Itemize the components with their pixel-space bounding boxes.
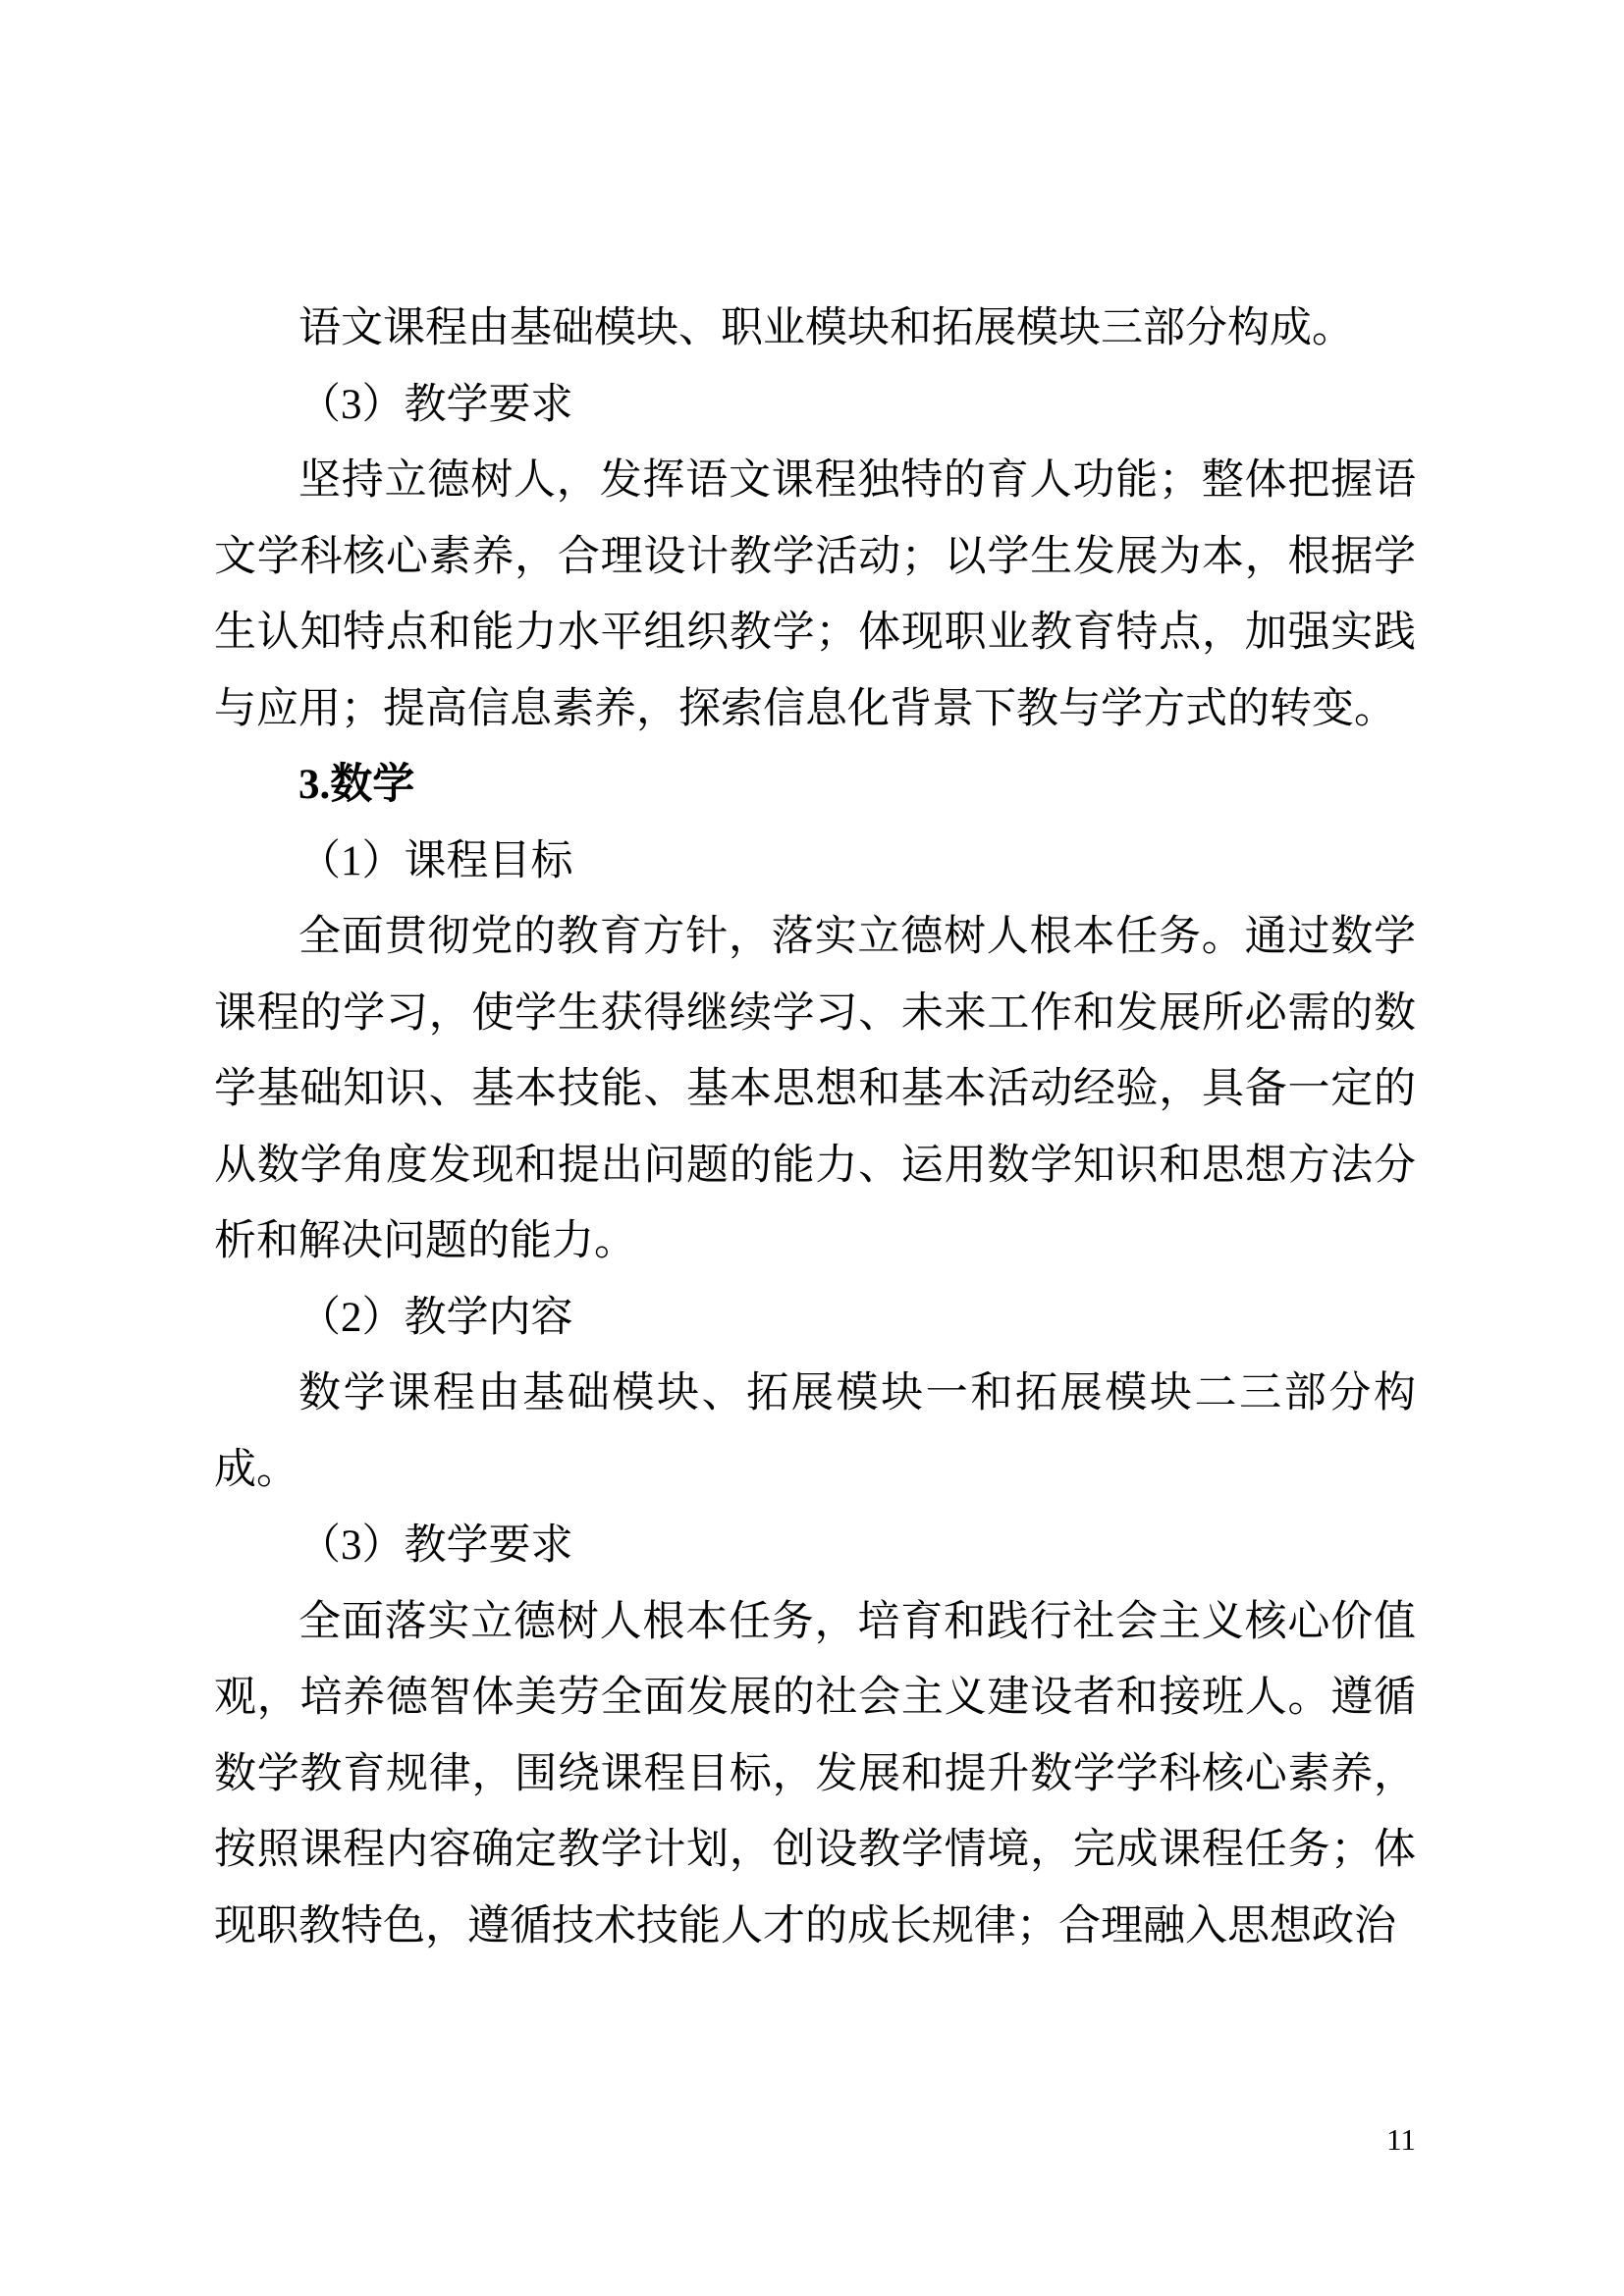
paragraph-yuwen-course-content: 语文课程由基础模块、职业模块和拓展模块三部分构成。	[298, 305, 1354, 351]
paragraph-math-course-objectives: 全面贯彻党的教育方针，落实立德树人根本任务。通过数学课程的学习，使学生获得继续学习、未来工作和发展所必需的数学基础知识、基本技能、基本思想和基本活动经验，具备一定的从数学角度发现和提出问题的能力、运用数学知识和思想方法分析和解决问题的能力。	[214, 914, 1416, 1264]
page-number: 11	[1386, 2122, 1416, 2157]
heading-math-section: 3.数学	[298, 762, 415, 808]
paragraph-math-teaching-requirements: 全面落实立德树人根本任务，培育和践行社会主义核心价值观，培养德智体美劳全面发展的社会主义建设者和接班人。遵循数学教育规律，围绕课程目标，发展和提升数学学科核心素养，按照课程内容确定教学计划，创设教学情境，完成课程任务；体现职教特色，遵循技术技能人才的成长规律；合理融入思想政治	[214, 1598, 1416, 1949]
heading-math-teaching-content: （2）教学内容	[298, 1294, 573, 1341]
paragraph-math-teaching-content: 数学课程由基础模块、拓展模块一和拓展模块二三部分构成。	[214, 1370, 1416, 1493]
document-body	[214, 291, 1416, 1964]
heading-math-course-objectives: （1）课程目标	[298, 837, 573, 884]
heading-math-teaching-requirements: （3）教学要求	[298, 1522, 573, 1569]
heading-yuwen-teaching-requirements: （3）教学要求	[298, 381, 573, 428]
paragraph-yuwen-teaching-requirements: 坚持立德树人，发挥语文课程独特的育人功能；整体把握语文学科核心素养，合理设计教学活动；以学生发展为本，根据学生认知特点和能力水平组织教学；体现职业教育特点，加强实践与应用；提高信息素养，探索信息化背景下教与学方式的转变。	[214, 457, 1416, 732]
